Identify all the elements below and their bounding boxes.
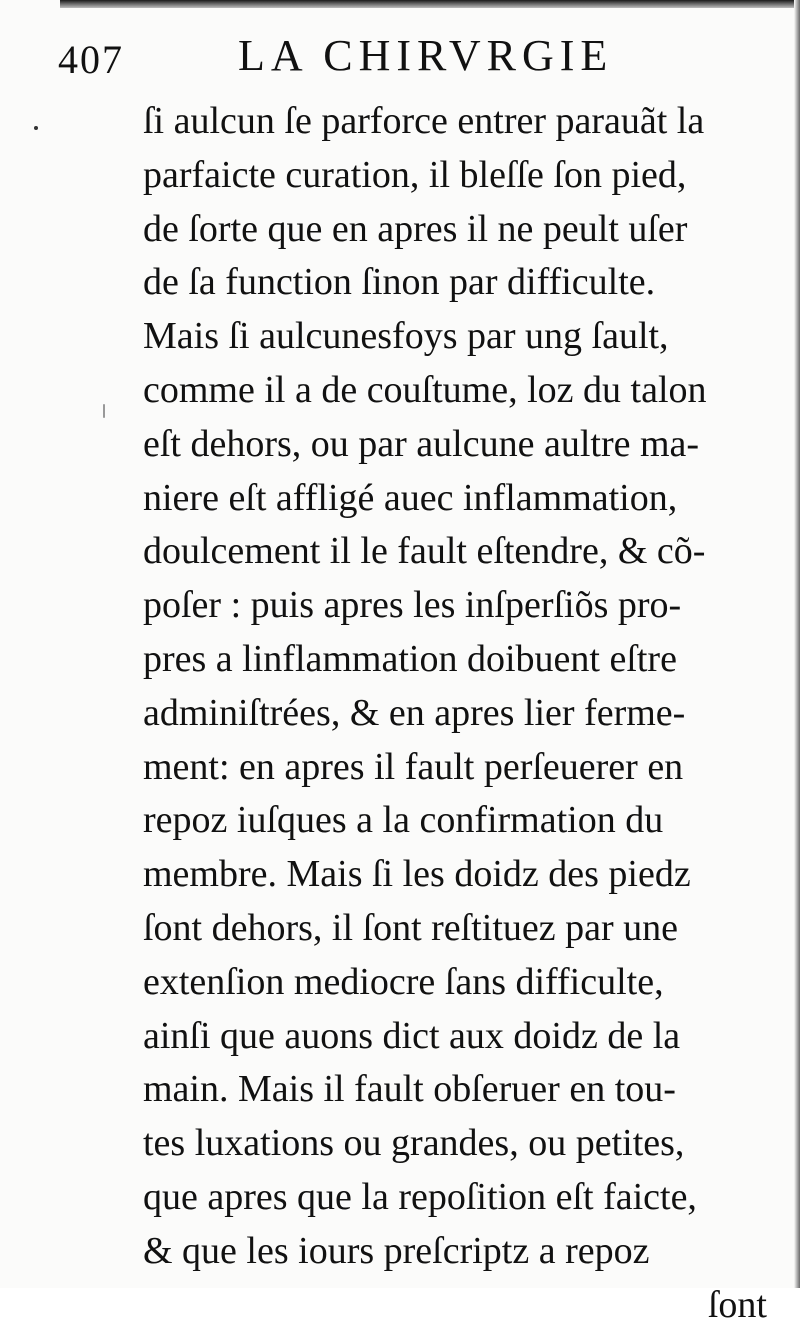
text-line: adminiſtrées, & en apres lier ferme- — [143, 691, 686, 734]
text-line: ainſi que auons dict aux doidz de la — [143, 1014, 681, 1057]
page-top-shadow — [60, 0, 800, 8]
page-gutter-shadow — [794, 0, 800, 1288]
text-line: & que les iours preſcriptz a repoz — [143, 1229, 650, 1272]
body-text — [143, 95, 775, 1332]
text-line: niere eſt affligé auec inflammation, — [143, 476, 678, 519]
text-line: eſt dehors, ou par aulcune aultre ma- — [143, 422, 700, 465]
text-line: de ſorte que en apres il ne peult uſer — [143, 207, 688, 250]
running-title: LA CHIRVRGIE — [238, 31, 614, 80]
text-line: tes luxations ou grandes, ou petites, — [143, 1122, 685, 1165]
text-line: main. Mais il fault obſeruer en tou- — [143, 1068, 676, 1111]
page-number: 407 — [58, 37, 124, 82]
text-line: Mais ſi aulcunesfoys par ung ſault, — [143, 315, 669, 358]
ink-speck — [103, 404, 105, 418]
catchword: ſont — [707, 1283, 767, 1326]
text-line: membre. Mais ſi les doidz des piedz — [143, 853, 691, 896]
text-line: doulcement il le fault eſtendre, & cõ- — [143, 530, 706, 573]
text-line: poſer : puis apres les inſperſiõs pro- — [143, 584, 682, 627]
text-line: ſont dehors, il ſont reſtituez par une — [143, 906, 679, 949]
ink-speck — [34, 126, 38, 130]
text-line: que apres que la repoſition eſt faicte, — [143, 1175, 697, 1218]
text-line: ment: en apres il fault perſeuerer en — [143, 745, 684, 788]
text-line: parfaicte curation, il bleſſe ſon pied, — [143, 153, 687, 196]
text-line: repoz iuſques a la confirmation du — [143, 799, 664, 842]
text-line: ſi aulcun ſe parforce entrer parauãt la — [143, 100, 705, 142]
text-line: pres a linflammation doibuent eſtre — [143, 637, 677, 680]
text-line: comme il a de couſtume, loz du talon — [143, 368, 707, 411]
text-line: de ſa function ſinon par difficulte. — [143, 261, 656, 304]
page-header — [58, 30, 738, 90]
text-line: extenſion mediocre ſans difficulte, — [143, 960, 664, 1003]
